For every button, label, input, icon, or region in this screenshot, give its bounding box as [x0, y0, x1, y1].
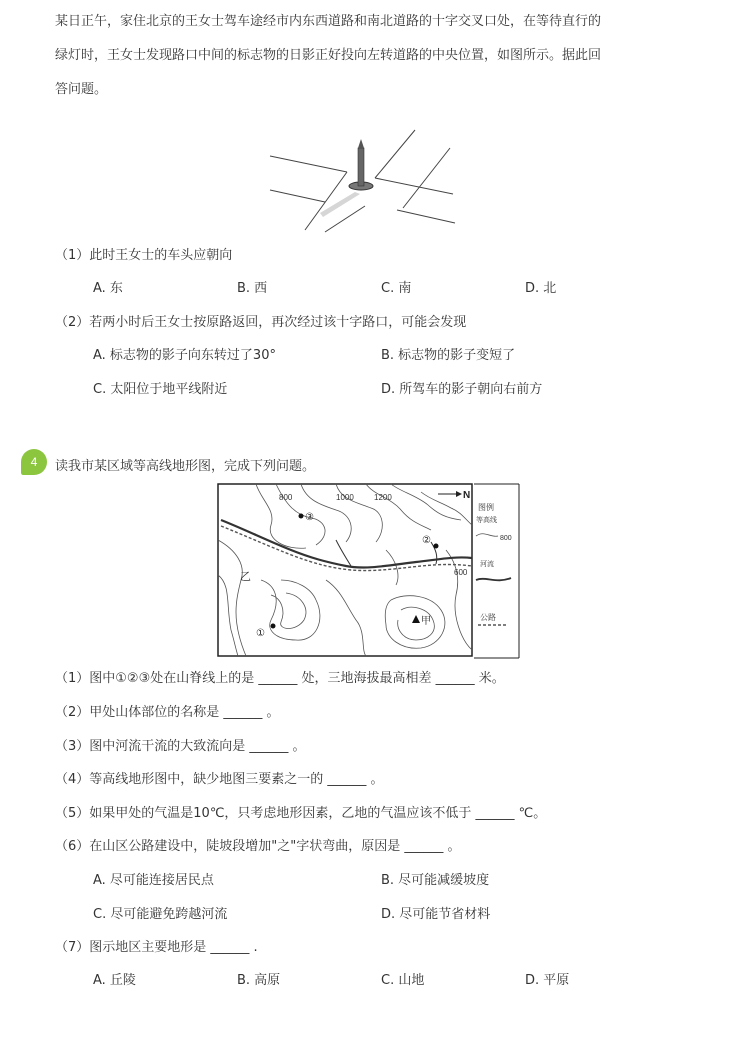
- intro-line-1: 某日正午，家住北京的王女士驾车途经市内东西道路和南北道路的十字交叉口处，在等待直行的: [55, 14, 602, 29]
- north-label: N: [463, 490, 471, 501]
- q4-question-1: （1）图中①②③处在山脊线上的是 ______ 处，三地海拔最高相差 ______ 米。: [55, 671, 505, 686]
- q3-sub1-option-c: C. 南: [381, 281, 412, 296]
- q4-q6-option-d: D. 尽可能节省材料: [381, 907, 491, 922]
- q4-question-7: （7）图示地区主要地形是 ______ .: [55, 940, 258, 955]
- q4-q7-option-d: D. 平原: [525, 973, 570, 988]
- map-legend: [476, 502, 512, 625]
- legend-contour-value: 800: [500, 535, 512, 542]
- contour-label-1200: 1200: [374, 493, 392, 502]
- q4-q7-option-b: B. 高原: [237, 973, 281, 988]
- q3-sub1-option-d: D. 北: [525, 281, 557, 296]
- contour-label-1000: 1000: [336, 493, 354, 502]
- legend-road: 公路: [480, 613, 496, 622]
- q4-question-3: （3）图中河流干流的大致流向是 ______ 。: [55, 739, 306, 754]
- q3-sub2-option-c: C. 太阳位于地平线附近: [93, 382, 228, 397]
- q3-sub1-option-b: B. 西: [237, 281, 268, 296]
- contour-label-800: 800: [279, 493, 293, 502]
- q4-q6-option-b: B. 尽可能减缓坡度: [381, 873, 490, 888]
- point-3: ③: [305, 512, 314, 523]
- q3-sub1-stem: （1）此时王女士的车头应朝向: [55, 248, 233, 263]
- place-yi: 乙: [240, 571, 251, 583]
- q3-sub2-option-d: D. 所驾车的影子朝向右前方: [381, 382, 543, 397]
- q4-q6-option-c: C. 尽可能避免跨越河流: [93, 907, 228, 922]
- q3-sub2-stem: （2）若两小时后王女士按原路返回，再次经过该十字路口，可能会发现: [55, 315, 467, 330]
- q4-title: 读我市某区域等高线地形图，完成下列问题。: [55, 459, 316, 474]
- q4-question-2: （2）甲处山体部位的名称是 ______ 。: [55, 705, 280, 720]
- legend-contour: 等高线: [476, 517, 497, 524]
- place-jia: 甲: [421, 616, 431, 627]
- contour-label-600: 600: [454, 568, 468, 577]
- intro-line-2: 绿灯时，王女士发现路口中间的标志物的日影正好投向左转道路的中央位置，如图所示。据此回: [55, 48, 602, 63]
- intro-line-3: 答问题。: [55, 82, 108, 97]
- q3-sub2-option-b: B. 标志物的影子变短了: [381, 348, 516, 363]
- q4-q7-option-c: C. 山地: [381, 973, 425, 988]
- contour-map: [216, 480, 522, 660]
- q4-q7-option-a: A. 丘陵: [93, 973, 136, 988]
- crossroad-figure: [265, 128, 465, 238]
- q3-sub2-option-a: A. 标志物的影子向东转过了30°: [93, 348, 276, 363]
- point-2: ②: [422, 535, 431, 546]
- question-number-badge: 4: [21, 449, 47, 475]
- legend-river: 河流: [480, 561, 494, 568]
- q4-question-4: （4）等高线地形图中，缺少地图三要素之一的 ______ 。: [55, 772, 384, 787]
- q4-q6-option-a: A. 尽可能连接居民点: [93, 873, 214, 888]
- q4-question-5: （5）如果甲处的气温是10℃，只考虑地形因素，乙地的气温应该不低于 ______ ℃。: [55, 806, 547, 821]
- legend-title: 图例: [478, 503, 494, 512]
- point-1: ①: [256, 628, 265, 639]
- q3-sub1-option-a: A. 东: [93, 281, 123, 296]
- q4-question-6: （6）在山区公路建设中，陡坡段增加"之"字状弯曲，原因是 ______ 。: [55, 839, 461, 854]
